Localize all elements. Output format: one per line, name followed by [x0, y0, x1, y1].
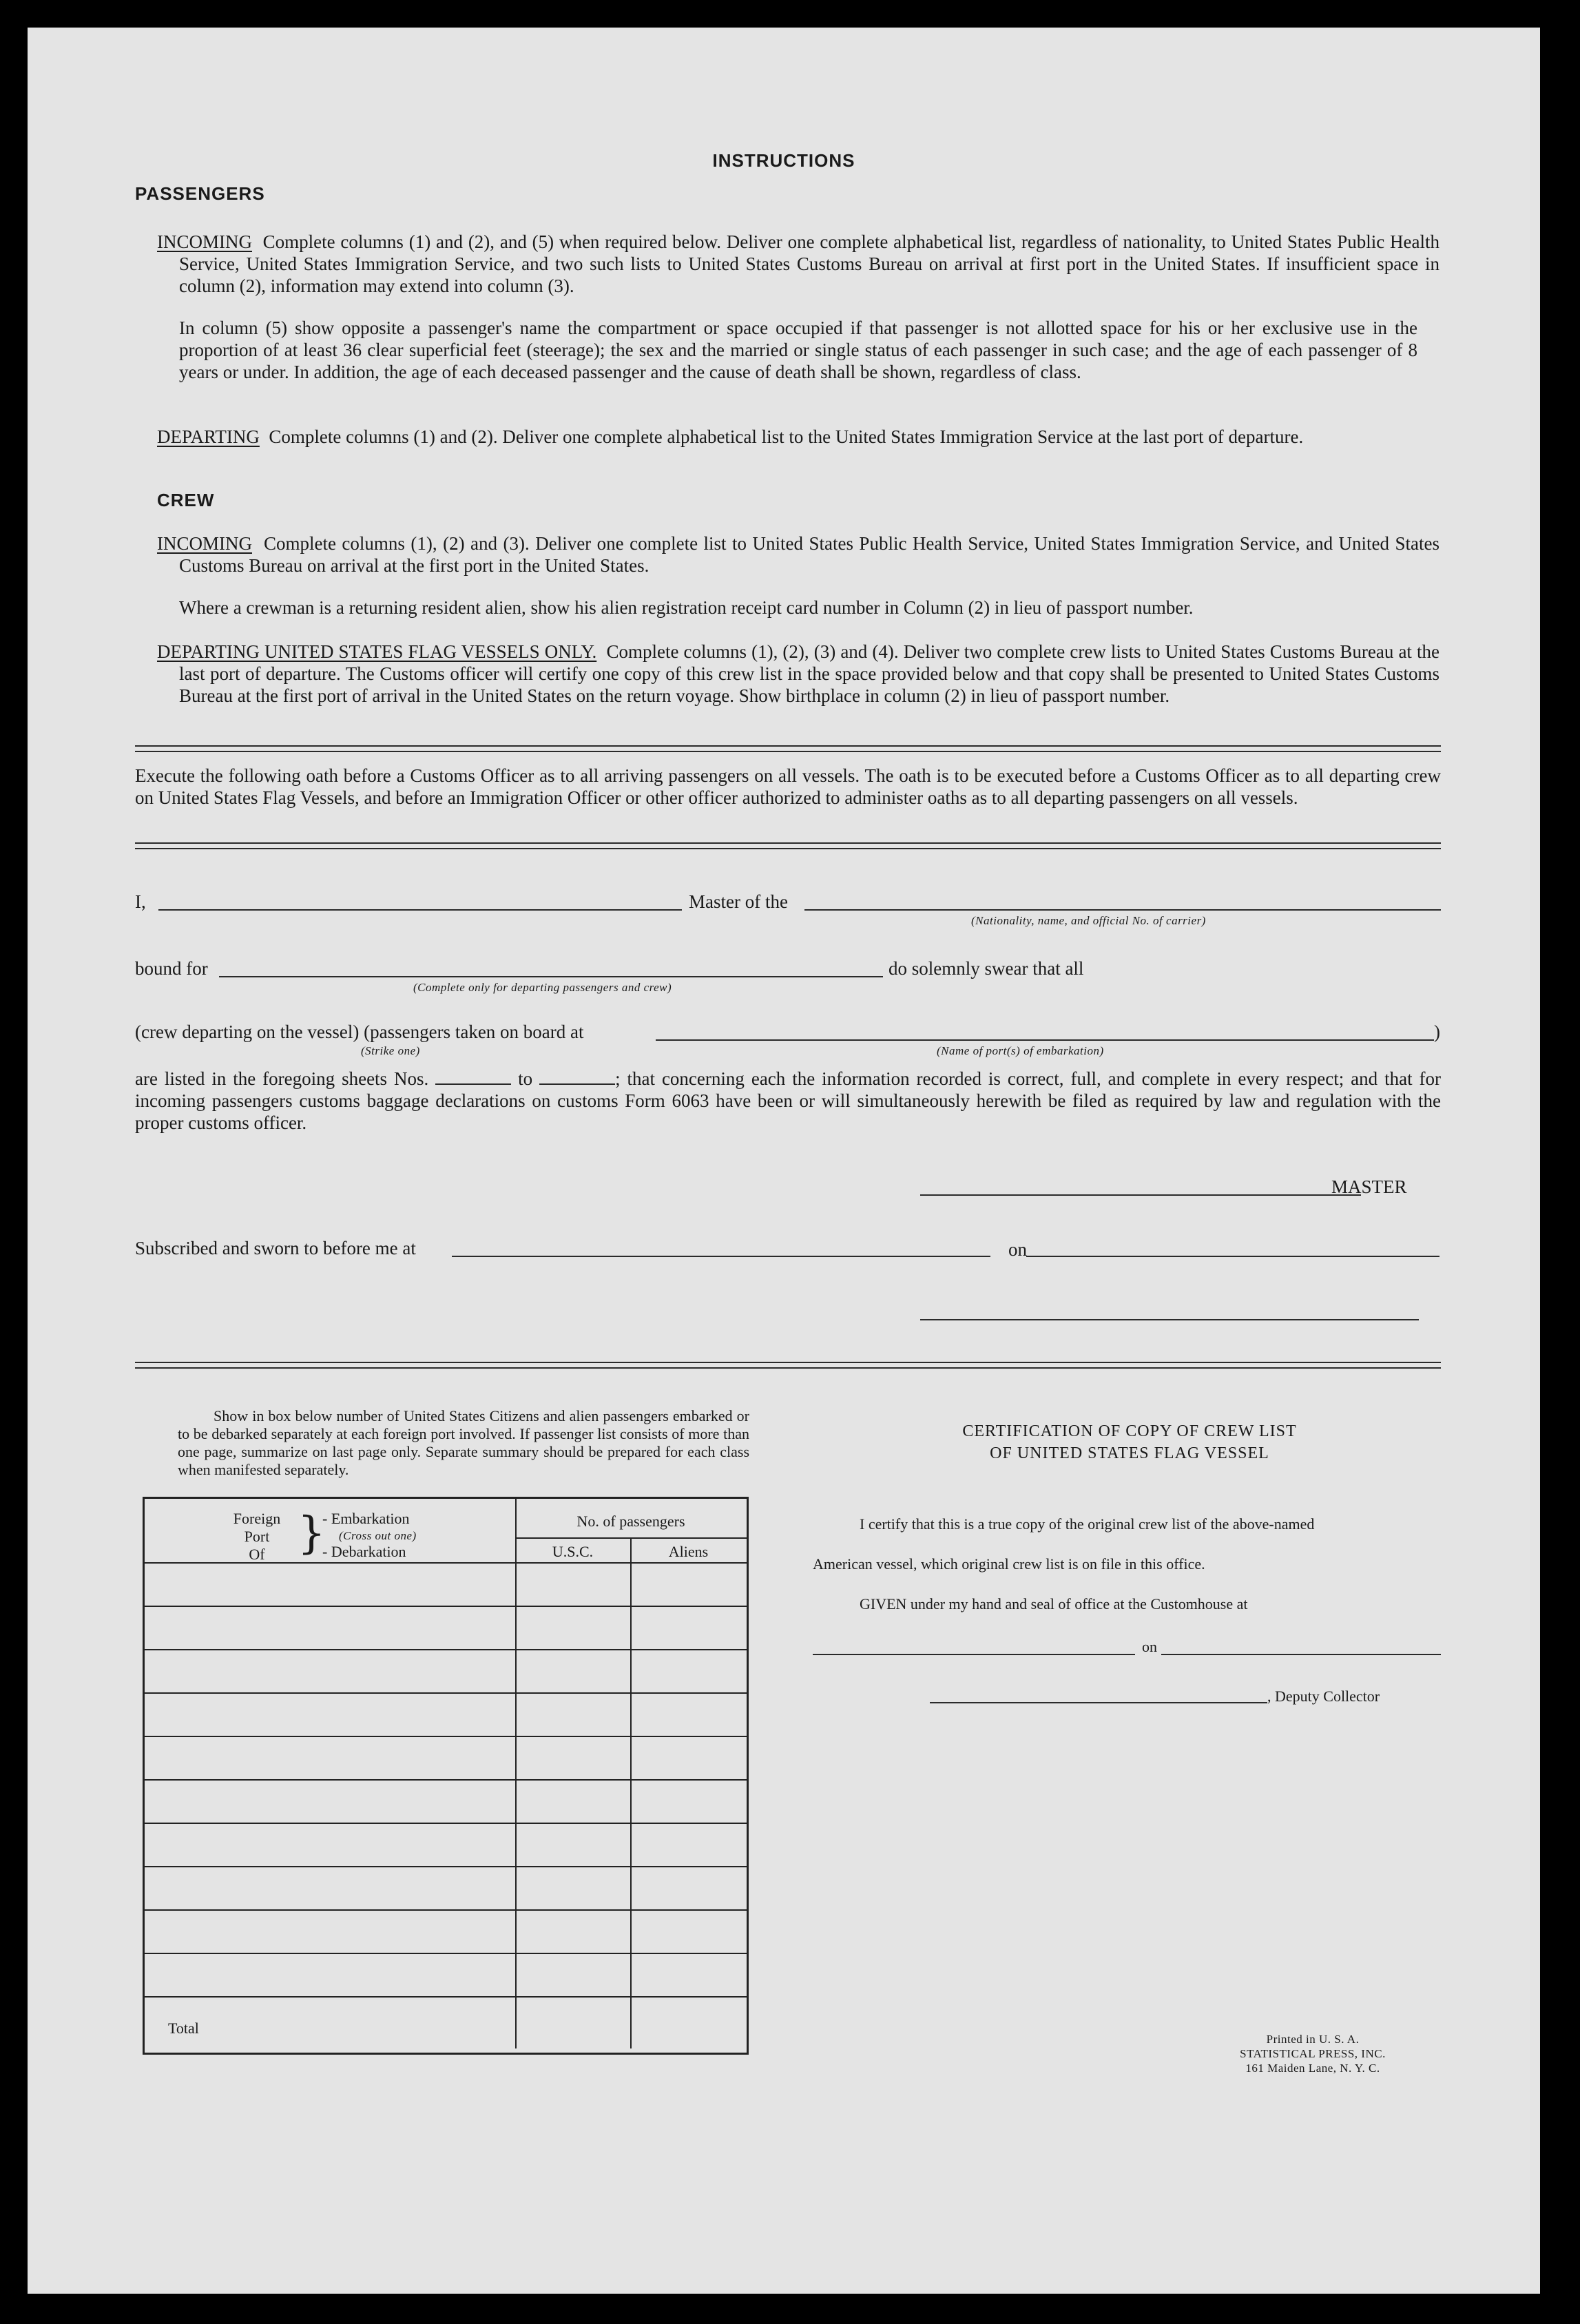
brace-icon: } — [298, 1508, 326, 1559]
instructions-title: INSTRUCTIONS — [712, 150, 855, 171]
certification-line2: American vessel, which original crew list is on file in this office. — [813, 1555, 1205, 1573]
table-row-line — [145, 1606, 747, 1607]
crew-incoming-text: Complete columns (1), (2) and (3). Deliver one complete list to United States Public Health Service, United States Immigration Service, and United States Customs Bureau on arrival at the first port in the United States. — [179, 533, 1440, 576]
sworn-place-field[interactable] — [452, 1256, 990, 1257]
officer-signature-field[interactable] — [920, 1319, 1419, 1320]
close-paren: ) — [1434, 1021, 1440, 1042]
listed-to: to — [518, 1068, 533, 1089]
divider — [135, 1367, 1441, 1369]
divider — [135, 842, 1441, 844]
listed-paragraph — [135, 1068, 1441, 1134]
crew-alien-paragraph: Where a crewman is a returning resident alien, show his alien registration receipt card number in Column (2) in lieu of passport number. — [179, 597, 1194, 618]
usc-label: U.S.C. — [552, 1543, 594, 1560]
crew-departing-paragraph — [157, 641, 1439, 707]
certification-line3: GIVEN under my hand and seal of office at the Customhouse at — [860, 1595, 1248, 1612]
form-page — [28, 28, 1540, 2294]
crew-incoming-label: INCOMING — [157, 533, 252, 554]
table-row-line — [145, 1823, 747, 1824]
bound-for-label: bound for — [135, 958, 208, 979]
divider — [135, 751, 1441, 752]
crew-departing-text: Complete columns (1), (2), (3) and (4). Deliver two complete crew lists to United States Customs Bureau at the last port of departure. The Customs officer will certify one copy of this crew list in the space provided below and that copy shall be presented to United States Customs Bureau at the first port of arrival in the United States on the return voyage. Show birthplace in column (2) in lieu of passport number. — [179, 641, 1440, 706]
listed-rest: ; that concerning each the information recorded is correct, full, and complete in every respect; and that for incoming passengers customs baggage declarations on customs Form 6063 have been or will simultaneously herewith be filed as required by law and regulation with the proper customs officer. — [135, 1068, 1442, 1133]
bound-for-note: (Complete only for departing passengers and crew) — [413, 981, 672, 994]
summary-instructions: Show in box below number of United States Citizens and alien passengers embarked or to be debarked separately at each foreign port involved. If passenger list consists of more than one page, summarize on last page only. Separate summary should be prepared for each class when manifested separately. — [178, 1407, 749, 1478]
master-name-field[interactable] — [158, 909, 682, 911]
passengers-departing-paragraph — [157, 426, 1439, 448]
passengers-incoming-text: Complete columns (1) and (2), and (5) when required below. Deliver one complete alphabetical list, regardless of nationality, to United States Public Health Service, United States Immigration Service, and two such lists to United States Customs Bureau on arrival at first port in the United States. If insufficient space in column (2), information may extend into column (3). — [179, 231, 1439, 296]
table-row-line — [145, 1953, 747, 1954]
oath-intro: Execute the following oath before a Customs Officer as to all arriving passengers on all vessels. The oath is to be executed before a Customs Officer as to all departing crew on United States Flag Vessels, and before an Immigration Officer or other officer authorized to administer oaths as to all departing passengers on all vessels. — [135, 765, 1441, 808]
certification-title — [909, 1420, 1350, 1464]
sworn-date-field[interactable] — [1026, 1256, 1439, 1257]
certification-on-label: on — [1142, 1638, 1157, 1655]
passengers-incoming-label: INCOMING — [157, 231, 252, 252]
foreign-port-of-label — [226, 1510, 288, 1564]
deputy-collector-label: , Deputy Collector — [1267, 1688, 1380, 1705]
embarkation-note: (Name of port(s) of embarkation) — [937, 1044, 1104, 1057]
passengers-incoming-paragraph — [157, 231, 1439, 297]
listed-prefix: are listed in the foregoing sheets Nos. — [135, 1068, 429, 1089]
cross-out-one-note: (Cross out one) — [339, 1529, 417, 1542]
embarkation-port-field[interactable] — [656, 1039, 1434, 1041]
master-of-the-label: Master of the — [689, 891, 788, 912]
crew-departing-label: DEPARTING UNITED STATES FLAG VESSELS ONLY. — [157, 641, 597, 662]
table-row-line — [145, 1779, 747, 1781]
table-row-line — [145, 1866, 747, 1867]
debarkation-label: - Debarkation — [322, 1543, 406, 1560]
table-row-line — [145, 1736, 747, 1737]
sworn-on-label: on — [1008, 1239, 1027, 1260]
certification-title-line1: CERTIFICATION OF COPY OF CREW LIST — [962, 1422, 1297, 1440]
certification-line1: I certify that this is a true copy of the original crew list of the above-named — [860, 1515, 1315, 1533]
foreign-label: Foreign — [233, 1510, 281, 1527]
printer-line3: 161 Maiden Lane, N. Y. C. — [1245, 2062, 1380, 2075]
table-row-line — [145, 1692, 747, 1694]
passenger-summary-table — [143, 1497, 749, 2055]
crew-incoming-paragraph — [157, 532, 1439, 577]
sheet-to-field[interactable] — [539, 1070, 615, 1085]
master-signature-field[interactable] — [920, 1194, 1361, 1196]
carrier-note: (Nationality, name, and official No. of carrier) — [971, 914, 1206, 927]
table-row-line — [145, 1909, 747, 1911]
aliens-label: Aliens — [668, 1543, 709, 1560]
passengers-heading: PASSENGERS — [135, 183, 265, 204]
total-label: Total — [168, 2020, 199, 2037]
master-label: MASTER — [1331, 1176, 1407, 1197]
table-row-line — [515, 1537, 747, 1539]
passengers-column5-paragraph: In column (5) show opposite a passenger's name the compartment or space occupied if that passenger is not allotted space for his or her exclusive use in the proportion of at least 36 clear superficial feet (steerage); the sex and the married or single status of each passenger in such case; and the age of each passenger of 8 years or under. In addition, the age of each deceased passenger and the cause of death shall be shown, regardless of class. — [179, 318, 1417, 382]
customhouse-field[interactable] — [813, 1654, 1135, 1655]
table-col-line — [630, 1537, 632, 2048]
of-label: Of — [249, 1546, 265, 1563]
printer-imprint — [1203, 2032, 1423, 2075]
divider — [135, 1362, 1441, 1363]
crew-passengers-label: (crew departing on the vessel) (passengers taken on board at — [135, 1021, 584, 1042]
sheet-from-field[interactable] — [435, 1070, 511, 1085]
passengers-departing-label: DEPARTING — [157, 426, 260, 447]
bound-for-field[interactable] — [219, 976, 883, 977]
deputy-collector-signature-field[interactable] — [930, 1702, 1267, 1703]
certification-title-line2: OF UNITED STATES FLAG VESSEL — [990, 1444, 1269, 1462]
crew-heading: CREW — [157, 490, 215, 510]
carrier-field[interactable] — [804, 909, 1441, 911]
table-col-line — [515, 1499, 517, 2048]
divider — [135, 745, 1441, 747]
table-row-line — [145, 1996, 747, 1998]
solemnly-swear-label: do solemnly swear that all — [888, 958, 1084, 979]
passengers-departing-text: Complete columns (1) and (2). Deliver one complete alphabetical list to the United States Immigration Service at the last port of departure. — [269, 426, 1304, 447]
subscribed-label: Subscribed and sworn to before me at — [135, 1238, 416, 1258]
oath-i-label: I, — [135, 891, 146, 912]
printer-line1: Printed in U. S. A. — [1266, 2033, 1360, 2046]
printer-line2: STATISTICAL PRESS, INC. — [1240, 2047, 1386, 2060]
table-row-line — [145, 1649, 747, 1650]
embarkation-label: - Embarkation — [322, 1510, 410, 1527]
strike-one-note: (Strike one) — [361, 1044, 420, 1057]
divider — [135, 848, 1441, 849]
certification-date-field[interactable] — [1161, 1654, 1441, 1655]
port-label: Port — [244, 1528, 270, 1545]
no-passengers-label: No. of passengers — [576, 1513, 685, 1530]
